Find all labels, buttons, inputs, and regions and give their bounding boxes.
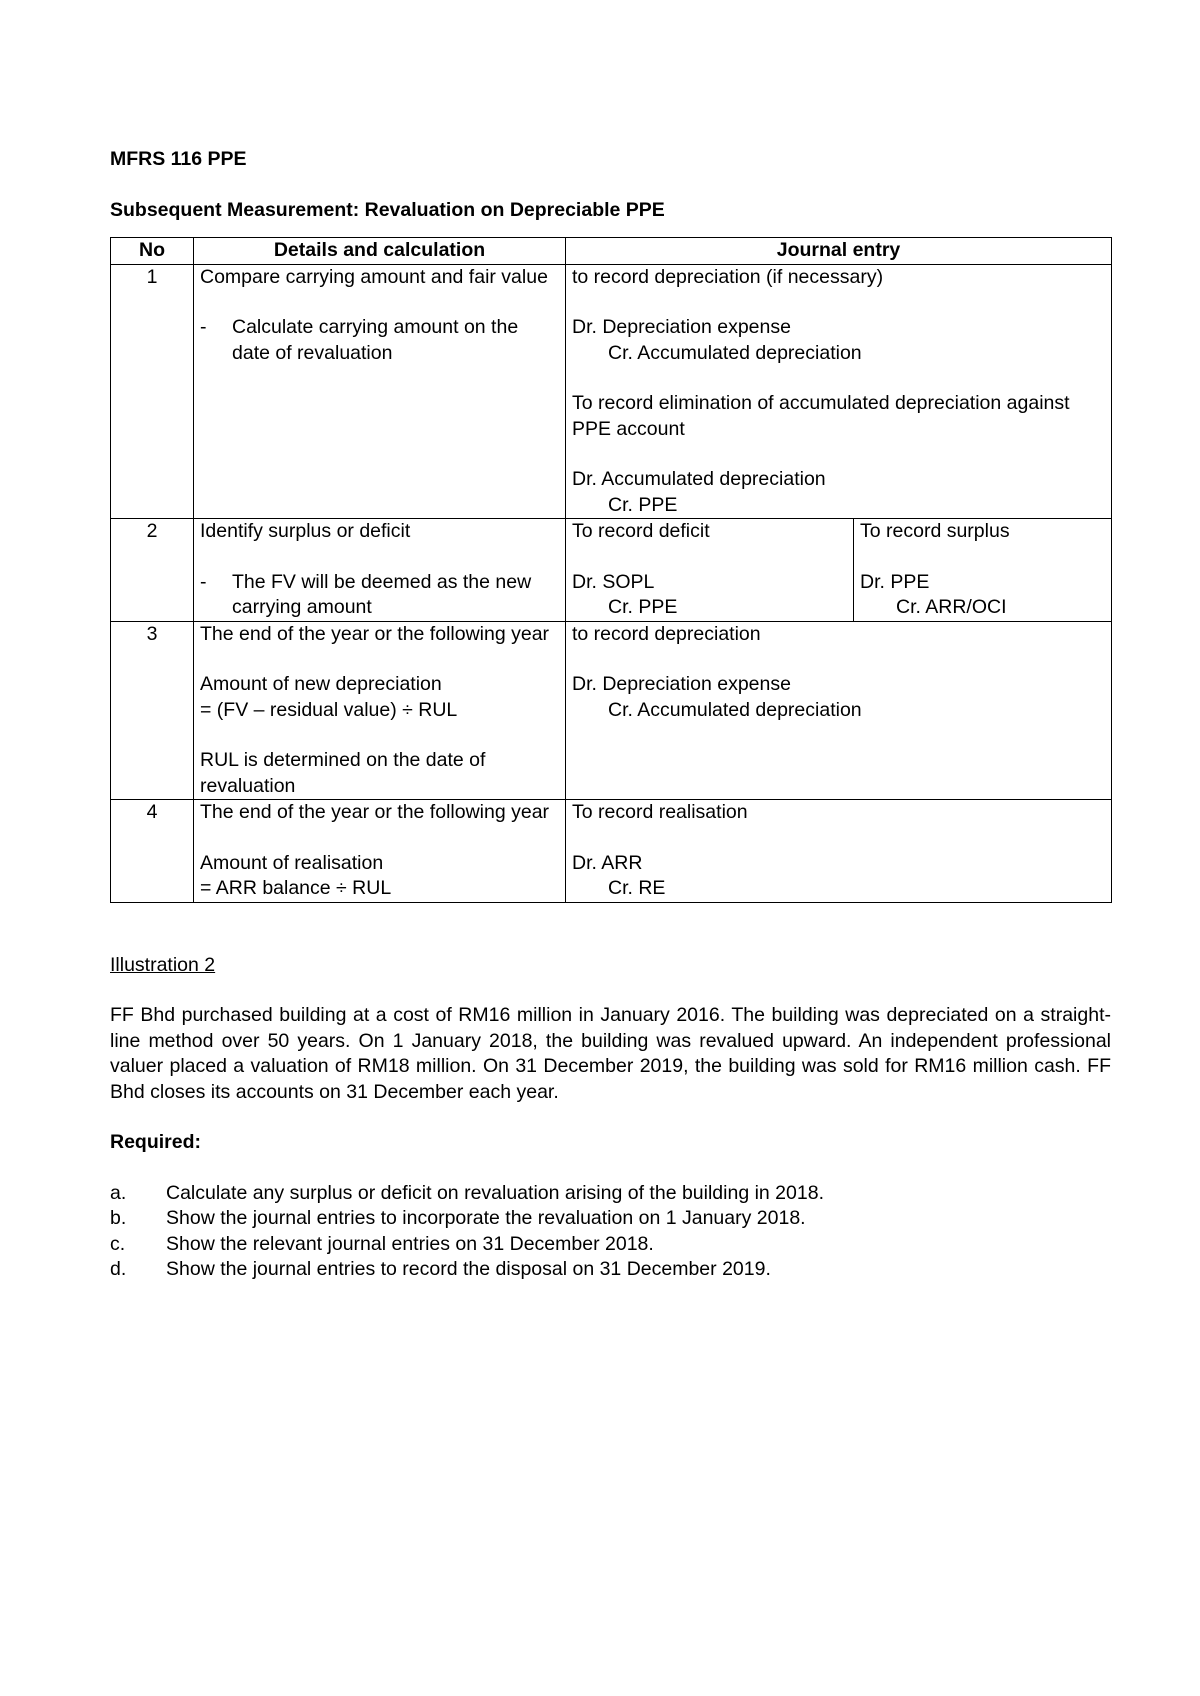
table-row [111, 800, 1112, 903]
journal-cell [566, 264, 1112, 519]
revaluation-table [110, 237, 1112, 903]
detail-text: RUL is determined on the date of revaluation [200, 749, 486, 797]
row-number: 3 [111, 621, 194, 800]
row-number: 4 [111, 800, 194, 903]
section-subtitle: Subsequent Measurement: Revaluation on Depreciable PPE [110, 198, 665, 221]
journal-text: To record realisation [572, 801, 748, 823]
details-cell [194, 519, 566, 622]
surplus-title: To record surplus [860, 520, 1010, 542]
credit-line: Cr. Accumulated depreciation [608, 341, 862, 364]
journal-cell [566, 800, 1112, 903]
document-page [110, 147, 1111, 1283]
illustration-title: Illustration 2 [110, 953, 216, 976]
row-number: 1 [111, 264, 194, 519]
row-number: 2 [111, 519, 194, 622]
illustration-paragraph: FF Bhd purchased building at a cost of RM16 million in January 2016. The building was depreciated on a straight-line method over 50 years. On 1 January 2018, the building was revalued upward. An independent professional valuer placed a valuation of RM18 million. On 31 December 2019, the building was sold for RM16 million cash. FF Bhd closes its accounts on 31 December each year. [110, 1004, 1111, 1103]
header-no: No [111, 238, 194, 265]
debit-line: Dr. Depreciation expense [572, 316, 791, 338]
detail-text: Compare carrying amount and fair value [200, 265, 548, 288]
list-item [110, 1181, 1111, 1207]
journal-text: to record depreciation (if necessary) [572, 265, 884, 288]
list-marker: b. [110, 1207, 127, 1229]
detail-text: Identify surplus or deficit [200, 520, 411, 542]
credit-line: Cr. PPE [608, 596, 678, 618]
journal-text: to record depreciation [572, 622, 761, 645]
list-text: Calculate any surplus or deficit on revaluation arising of the building in 2018. [166, 1181, 824, 1204]
table-row [111, 264, 1112, 519]
list-marker: d. [110, 1258, 127, 1280]
detail-text: The end of the year or the following year [200, 622, 550, 645]
dash-marker: - [200, 316, 207, 338]
debit-line: Dr. Depreciation expense [572, 673, 791, 695]
required-list [110, 1181, 1111, 1283]
credit-line: Cr. ARR/OCI [896, 596, 1007, 618]
list-text: Show the journal entries to incorporate the revaluation on 1 January 2018. [166, 1207, 806, 1229]
required-label: Required: [110, 1131, 202, 1153]
document-title: MFRS 116 PPE [110, 148, 247, 170]
deficit-title: To record deficit [572, 520, 710, 542]
list-marker: c. [110, 1232, 126, 1255]
debit-line: Dr. SOPL [572, 570, 655, 593]
details-cell [194, 621, 566, 800]
formula-text: = (FV – residual value) ÷ RUL [200, 698, 458, 721]
list-marker: a. [110, 1181, 127, 1204]
table-row [111, 519, 1112, 622]
surplus-cell [854, 519, 1112, 622]
table-row [111, 621, 1112, 800]
credit-line: Cr. PPE [608, 493, 678, 516]
list-text: Show the journal entries to record the disposal on 31 December 2019. [166, 1258, 771, 1280]
credit-line: Cr. RE [608, 877, 666, 899]
bullet-text: The FV will be deemed as the new carrying amount [232, 570, 532, 618]
header-details: Details and calculation [194, 238, 566, 265]
debit-line: Dr. Accumulated depreciation [572, 468, 826, 490]
table-header-row [111, 238, 1112, 265]
list-item [110, 1257, 1111, 1283]
bullet-item [200, 570, 559, 621]
list-item [110, 1232, 1111, 1258]
list-item [110, 1206, 1111, 1232]
details-cell [194, 800, 566, 903]
detail-text: Amount of realisation [200, 851, 384, 874]
debit-line: Dr. PPE [860, 570, 930, 593]
journal-text: To record elimination of accumulated depreciation against PPE account [572, 392, 1070, 440]
dash-marker: - [200, 570, 207, 593]
debit-line: Dr. ARR [572, 851, 643, 874]
detail-text: The end of the year or the following year [200, 801, 550, 823]
formula-text: = ARR balance ÷ RUL [200, 877, 392, 899]
journal-cell [566, 621, 1112, 800]
detail-text: Amount of new depreciation [200, 673, 442, 695]
deficit-cell [566, 519, 854, 622]
bullet-text: Calculate carrying amount on the date of revaluation [232, 316, 519, 364]
header-journal: Journal entry [566, 238, 1112, 265]
list-text: Show the relevant journal entries on 31 December 2018. [166, 1232, 654, 1255]
credit-line: Cr. Accumulated depreciation [608, 698, 862, 721]
details-cell [194, 264, 566, 519]
bullet-item [200, 315, 559, 366]
